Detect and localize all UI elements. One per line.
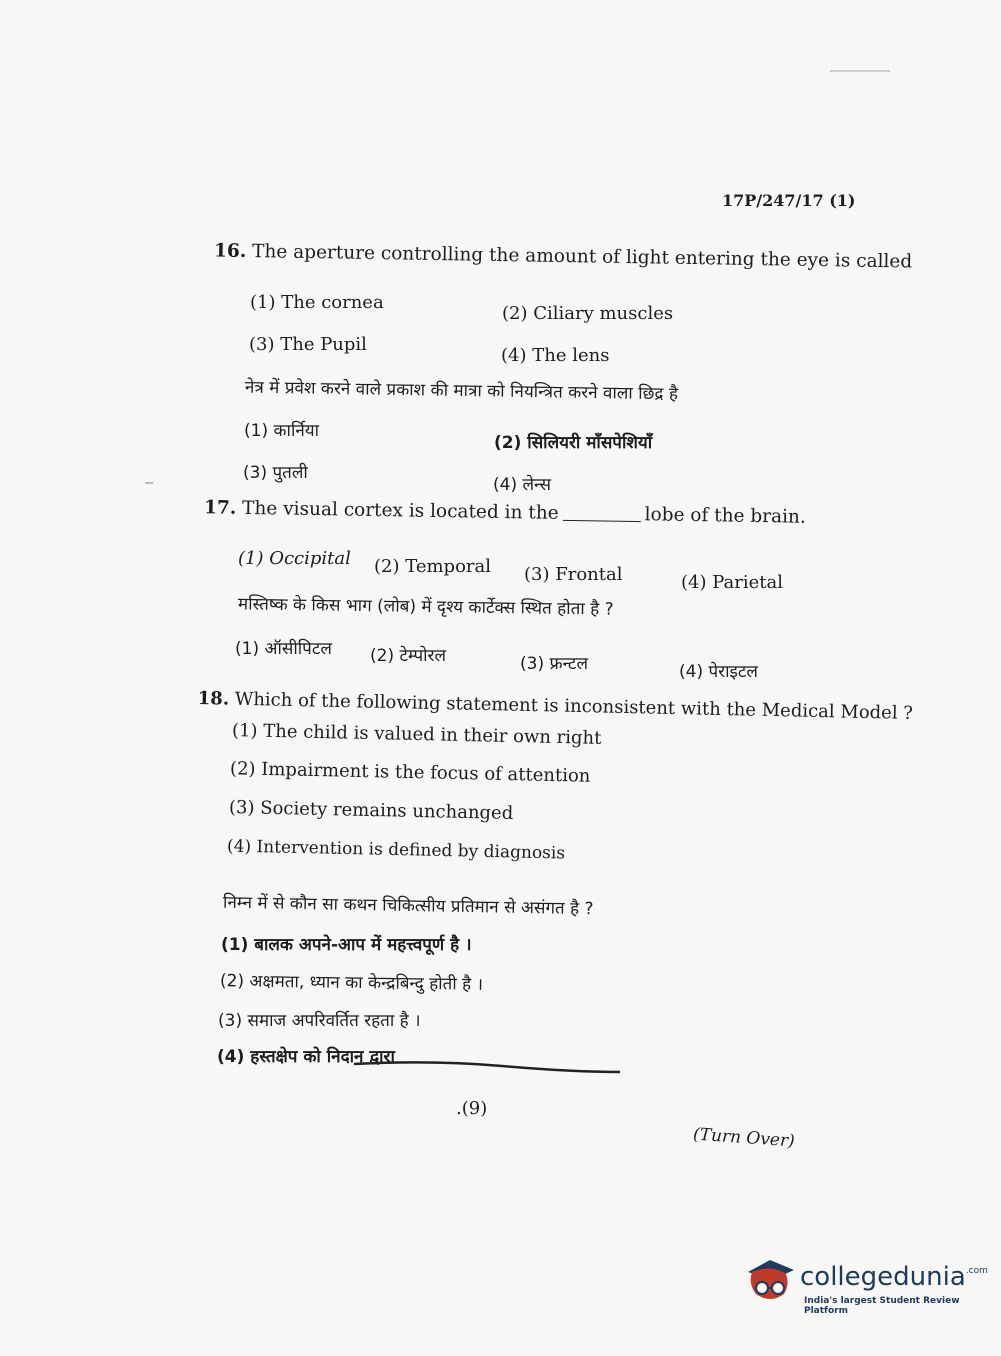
q18-option-4: (4) Intervention is defined by diagnosis — [226, 836, 566, 864]
question-text-after: lobe of the brain. — [644, 504, 806, 528]
question-18 — [198, 688, 914, 724]
q17-option-3: (3) Frontal — [524, 564, 623, 585]
q16-hindi-option-4: (4) लेन्स — [493, 475, 551, 495]
q18-option-3: (3) Society remains unchanged — [228, 797, 514, 824]
q17-option-1: (1) Occipital — [238, 548, 351, 569]
brand-tagline: India's largest Student Review Platform — [804, 1296, 960, 1316]
q18-hindi-text: निम्न में से कौन सा कथन चिकित्सीय प्रतिमान से असंगत है ? — [222, 892, 594, 920]
paper-code: 17P/247/17 (1) — [722, 191, 856, 210]
q16-option-1: (1) The cornea — [250, 292, 384, 313]
pen-strike-mark — [352, 1060, 622, 1074]
q16-hindi-text: नेत्र में प्रवेश करने वाले प्रकाश की मात्रा को नियन्त्रित करने वाला छिद्र है — [244, 377, 679, 405]
q18-hindi-option-2: (2) अक्षमता, ध्यान का केन्द्रबिन्दु होती है । — [219, 971, 484, 995]
question-text-before: The visual cortex is located in the — [241, 497, 559, 524]
q17-hindi-option-4: (4) पेराइटल — [679, 662, 758, 682]
turn-over-note: (Turn Over) — [692, 1124, 796, 1152]
q18-hindi-option-3: (3) समाज अपरिवर्तित रहता है । — [218, 1011, 421, 1031]
question-number: 17. — [203, 497, 237, 519]
q18-hindi-option-1: (1) बालक अपने-आप में महत्त्वपूर्ण है । — [221, 935, 472, 955]
q16-hindi-option-3: (3) पुतली — [243, 463, 308, 483]
q17-hindi-text: मस्तिष्क के किस भाग (लोब) में दृश्य कार्टेक्स स्थित होता है ? — [237, 594, 614, 620]
q18-option-1: (1) The child is valued in their own right — [231, 720, 602, 749]
q17-option-2: (2) Temporal — [374, 556, 491, 577]
mascot-icon — [742, 1250, 798, 1314]
brand-superscript: .com — [965, 1266, 988, 1276]
q17-hindi-option-1: (1) ऑसीपिटल — [235, 639, 332, 659]
q16-hindi-option-1: (1) कार्निया — [244, 421, 320, 441]
answer-blank — [563, 520, 641, 522]
question-17 — [204, 497, 806, 527]
q16-hindi-option-2: (2) सिलियरी माँसपेशियाँ — [494, 433, 653, 453]
q16-option-2: (2) Ciliary muscles — [502, 303, 674, 324]
question-16 — [214, 241, 912, 273]
brand-text: collegedunia — [800, 1262, 966, 1292]
brand-name — [800, 1262, 988, 1292]
scan-artifact — [830, 70, 890, 72]
question-number: 16. — [213, 240, 247, 263]
question-number: 18. — [197, 688, 230, 710]
q17-hindi-option-3: (3) फ्रन्टल — [520, 654, 589, 674]
q16-option-4: (4) The lens — [501, 345, 610, 366]
q18-hindi-option-4: (4) हस्तक्षेप को निदान द्वारा — [217, 1047, 395, 1067]
page-number: .(9) — [456, 1098, 488, 1119]
collegedunia-watermark — [742, 1250, 988, 1320]
q16-option-3: (3) The Pupil — [249, 334, 367, 355]
question-text: Which of the following statement is inconsistent with the Medical Model ? — [234, 688, 914, 724]
q17-hindi-option-2: (2) टेम्पोरल — [370, 646, 447, 666]
scan-artifact — [145, 482, 153, 484]
q18-option-2: (2) Impairment is the focus of attention — [229, 758, 591, 787]
question-text: The aperture controlling the amount of light entering the eye is called — [251, 241, 913, 273]
q17-option-4: (4) Parietal — [681, 572, 783, 593]
